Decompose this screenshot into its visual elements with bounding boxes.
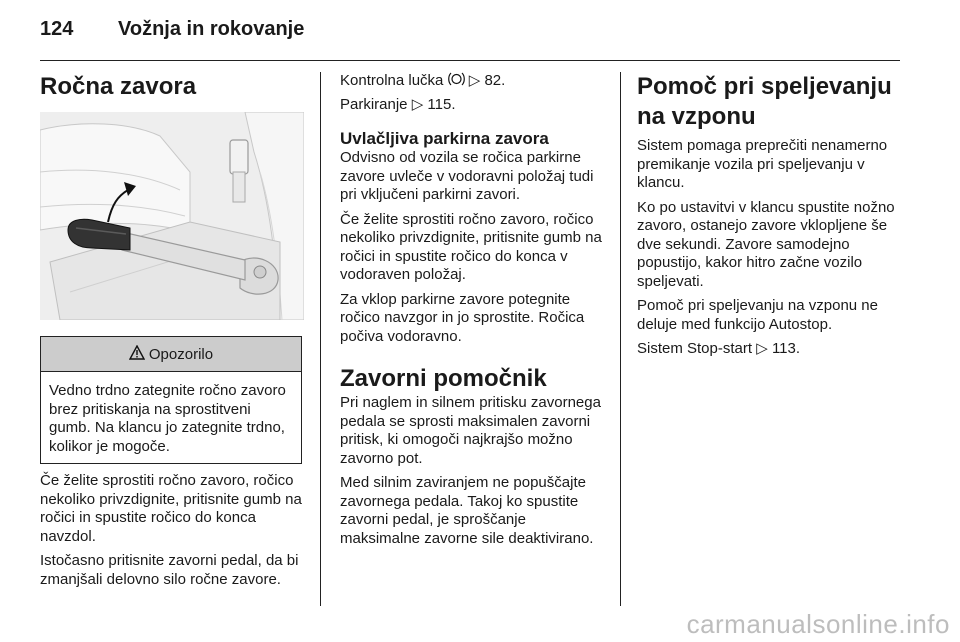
column-3 bbox=[637, 72, 905, 359]
paragraph-system-helps: Sistem pomaga preprečiti nenamerno premikanje vozila pri speljevanju v klancu. bbox=[637, 137, 888, 191]
section-heading-brake-assist: Zavorni pomočnik bbox=[340, 365, 547, 392]
section-heading-hill-start-assist: Pomoč pri speljevanju na vzponu bbox=[637, 73, 892, 130]
paragraph-autostop: Pomoč pri speljevanju na vzponu ne deluje med funkcijo Autostop. bbox=[637, 297, 878, 333]
chapter-title: Vožnja in rokovanje bbox=[118, 18, 305, 40]
subheading-retractable-parking-brake: Uvlačljiva parkirna zavora bbox=[340, 129, 549, 148]
section-heading-hand-brake: Ročna zavora bbox=[40, 73, 197, 100]
watermark: carmanualsonline.info bbox=[686, 609, 950, 639]
reference-parking: Parkiranje ▷ 115. bbox=[340, 95, 456, 113]
header-divider bbox=[40, 60, 900, 61]
page-header bbox=[40, 18, 920, 58]
page-ref-link[interactable]: 115. bbox=[427, 95, 456, 113]
hand-brake-illustration bbox=[40, 112, 304, 320]
column-1 bbox=[40, 72, 304, 588]
page-number: 124 bbox=[40, 18, 74, 40]
paragraph-retract: Odvisno od vozila se ročica parkirne zavore uvleče v vodoravni položaj tudi pri vključeni parkirni zavori. bbox=[340, 149, 594, 203]
paragraph-hill-stop: Ko po ustavitvi v klancu spustite nožno zavoro, ostanejo zavore vklopljene še dve sekundi. Zavore samodejno popustijo, kakor hitro začne vozilo speljevati. bbox=[637, 198, 895, 290]
page-ref-arrow-icon: ▷ bbox=[468, 72, 481, 89]
paragraph-release-brake: Če želite sprostiti ročno zavoro, ročico nekoliko privzdignite, pritisnite gumb na ročici in spustite ročico do konca navzdol. bbox=[40, 472, 302, 545]
column-2 bbox=[340, 72, 605, 548]
warning-triangle-icon bbox=[129, 345, 145, 364]
paragraph-hard-braking: Med silnim zaviranjem ne popuščajte zavornega pedala. Takoj ko spustite zavorni pedal, je sproščanje maksimalne zavorne sile deaktivirano. bbox=[340, 474, 594, 547]
warning-header bbox=[41, 337, 301, 372]
page-ref-arrow-icon: ▷ bbox=[756, 340, 768, 357]
page-ref-link[interactable]: 82. bbox=[484, 72, 506, 89]
paragraph-release: Če želite sprostiti ročno zavoro, ročico nekoliko privzdignite, pritisnite gumb na ročici in spustite ročico do konca v vodoraven položaj. bbox=[340, 210, 602, 283]
column-divider-2 bbox=[620, 72, 621, 606]
warning-title: Opozorilo bbox=[148, 345, 214, 363]
reference-stop-start: Sistem Stop-start ▷ 113. bbox=[637, 340, 801, 357]
page-ref-link[interactable]: 113. bbox=[771, 340, 801, 357]
page-ref-arrow-icon: ▷ bbox=[411, 95, 424, 113]
column-divider-1 bbox=[320, 72, 321, 606]
reference-control-light: Kontrolna lučka ▷ 82. bbox=[340, 72, 506, 89]
paragraph-brake-assist: Pri naglem in silnem pritisku zavornega pedala se sprosti maksimalen zavorni pritisk, ki omogoči najkrajšo možno zavorno pot. bbox=[340, 394, 601, 467]
warning-text: Vedno trdno zategnite ročno zavoro brez pritiskanja na sprostitveni gumb. Na klancu jo zategnite trdno, kolikor je mogoče. bbox=[49, 382, 286, 455]
paragraph-apply: Za vklop parkirne zavore potegnite ročico navzgor in jo sprostite. Ročica počiva vodoravno. bbox=[340, 290, 585, 345]
control-light-icon bbox=[448, 72, 465, 89]
paragraph-press-pedal: Istočasno pritisnite zavorni pedal, da bi zmanjšali delovno silo ročne zavore. bbox=[40, 552, 299, 588]
warning-box bbox=[40, 336, 302, 464]
